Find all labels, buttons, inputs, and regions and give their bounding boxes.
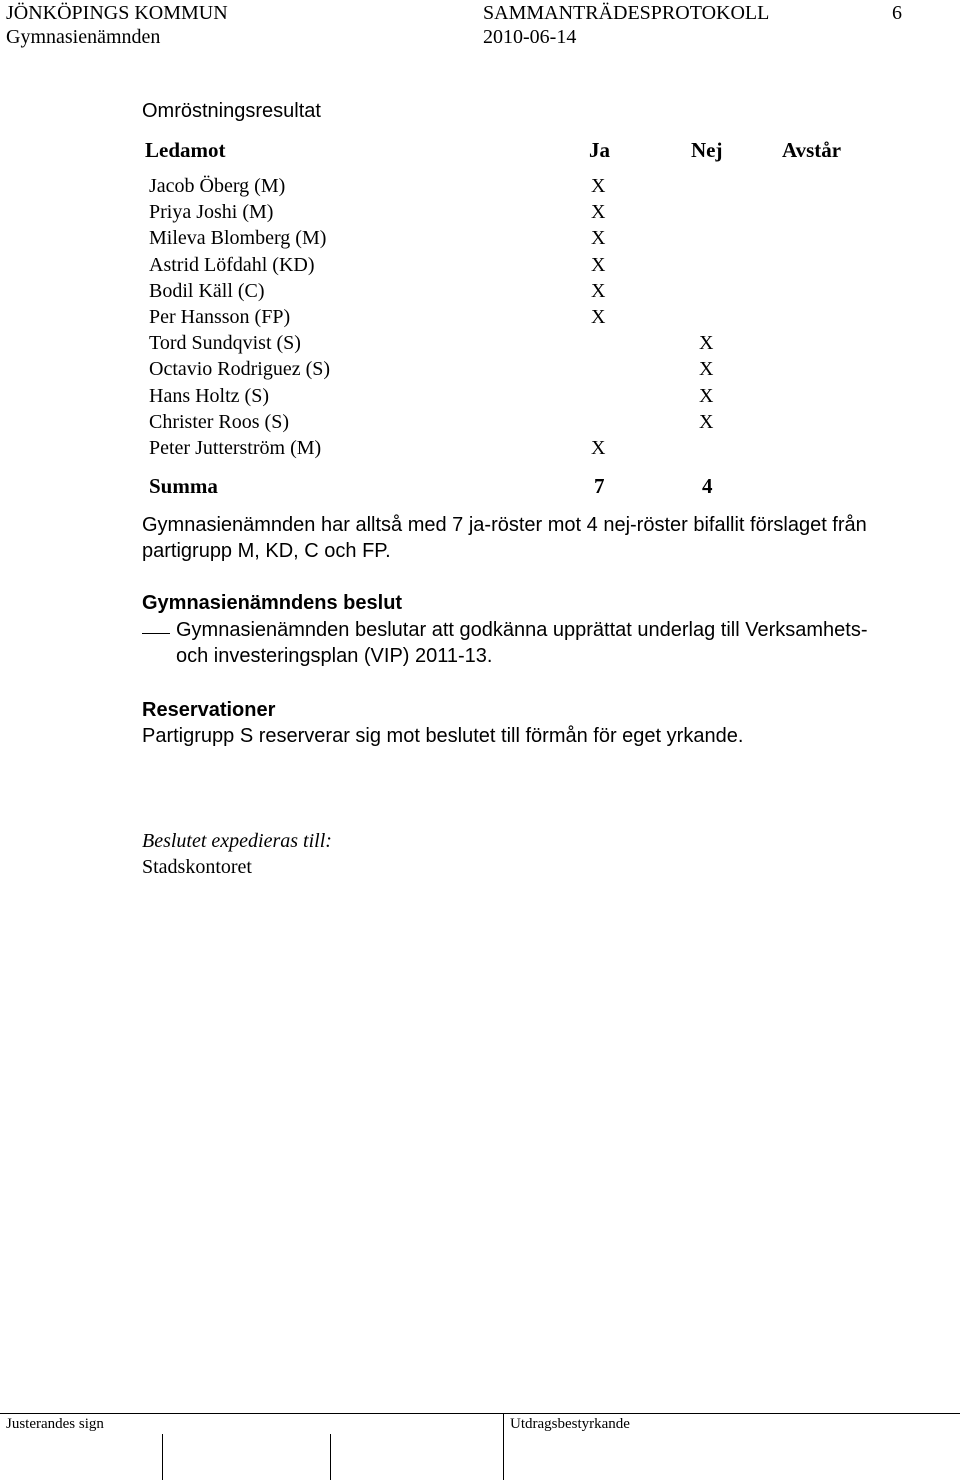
column-yes: Ja xyxy=(589,138,610,162)
signature-box-divider xyxy=(503,1413,504,1480)
decision-item: Gymnasienämnden beslutar att godkänna upprättat underlag till Verksamhets- och investeringsplan (VIP) 2011-13. xyxy=(176,619,868,667)
reservations-text: Partigrupp S reserverar sig mot beslutet till förmån för eget yrkande. xyxy=(142,725,744,747)
dispatch-recipient: Stadskontoret xyxy=(142,856,252,878)
member-name: Christer Roos (S) xyxy=(149,410,289,433)
vote-row xyxy=(0,332,960,358)
signature-box-divider xyxy=(330,1434,331,1480)
vote-yes-mark: X xyxy=(591,437,606,459)
member-name: Priya Joshi (M) xyxy=(149,201,274,224)
footer-justering-label: Justerandes sign xyxy=(6,1416,104,1432)
member-name: Per Hansson (FP) xyxy=(149,306,291,328)
dispatch-label: Beslutet expedieras till: xyxy=(142,830,332,852)
vote-row xyxy=(0,254,960,280)
vote-yes-mark: X xyxy=(591,227,606,250)
vote-yes-mark: X xyxy=(591,279,606,302)
vote-row xyxy=(0,411,960,437)
vote-no-mark: X xyxy=(699,358,714,381)
vote-no-mark: X xyxy=(699,332,714,355)
column-no: Nej xyxy=(691,138,723,162)
vote-yes-mark: X xyxy=(591,306,606,328)
vote-row xyxy=(0,385,960,411)
document-type: SAMMANTRÄDESPROTOKOLL xyxy=(483,2,770,24)
municipality-name: JÖNKÖPINGS KOMMUN xyxy=(6,2,228,24)
vote-title: Omröstningsresultat xyxy=(142,100,321,122)
vote-row xyxy=(0,175,960,201)
vote-yes-mark: X xyxy=(591,175,606,197)
member-name: Bodil Käll (C) xyxy=(149,279,265,302)
vote-row xyxy=(0,437,960,463)
summa-label: Summa xyxy=(149,474,218,498)
member-name: Jacob Öberg (M) xyxy=(149,175,286,197)
vote-no-mark: X xyxy=(699,384,714,407)
vote-no-mark: X xyxy=(699,410,714,433)
summary-paragraph: Gymnasienämnden har alltså med 7 ja-röster mot 4 nej-röster bifallit förslaget från partigrupp M, KD, C och FP. xyxy=(142,514,867,562)
member-name: Tord Sundqvist (S) xyxy=(149,332,301,355)
vote-yes-mark: X xyxy=(591,253,606,276)
member-name: Peter Jutterström (M) xyxy=(149,437,322,459)
column-abstain: Avstår xyxy=(782,138,842,162)
vote-row xyxy=(0,280,960,306)
vote-row xyxy=(0,306,960,332)
meeting-date: 2010-06-14 xyxy=(483,26,577,48)
footer-rule xyxy=(0,1413,960,1414)
board-name: Gymnasienämnden xyxy=(6,26,161,48)
summa-no: 4 xyxy=(702,474,713,498)
vote-row xyxy=(0,201,960,227)
decision-heading: Gymnasienämndens beslut xyxy=(142,592,403,614)
member-name: Hans Holtz (S) xyxy=(149,384,269,407)
signature-box-divider xyxy=(162,1434,163,1480)
bullet-dash xyxy=(142,633,170,634)
reservations-heading: Reservationer xyxy=(142,699,276,721)
member-name: Octavio Rodriguez (S) xyxy=(149,358,331,381)
column-member: Ledamot xyxy=(145,138,226,162)
vote-yes-mark: X xyxy=(591,201,606,224)
vote-row xyxy=(0,227,960,253)
member-name: Astrid Löfdahl (KD) xyxy=(149,253,315,276)
vote-row xyxy=(0,358,960,384)
page-number: 6 xyxy=(892,2,902,24)
footer-utdrag-label: Utdragsbestyrkande xyxy=(510,1416,630,1432)
member-name: Mileva Blomberg (M) xyxy=(149,227,327,250)
summa-yes: 7 xyxy=(594,474,605,498)
